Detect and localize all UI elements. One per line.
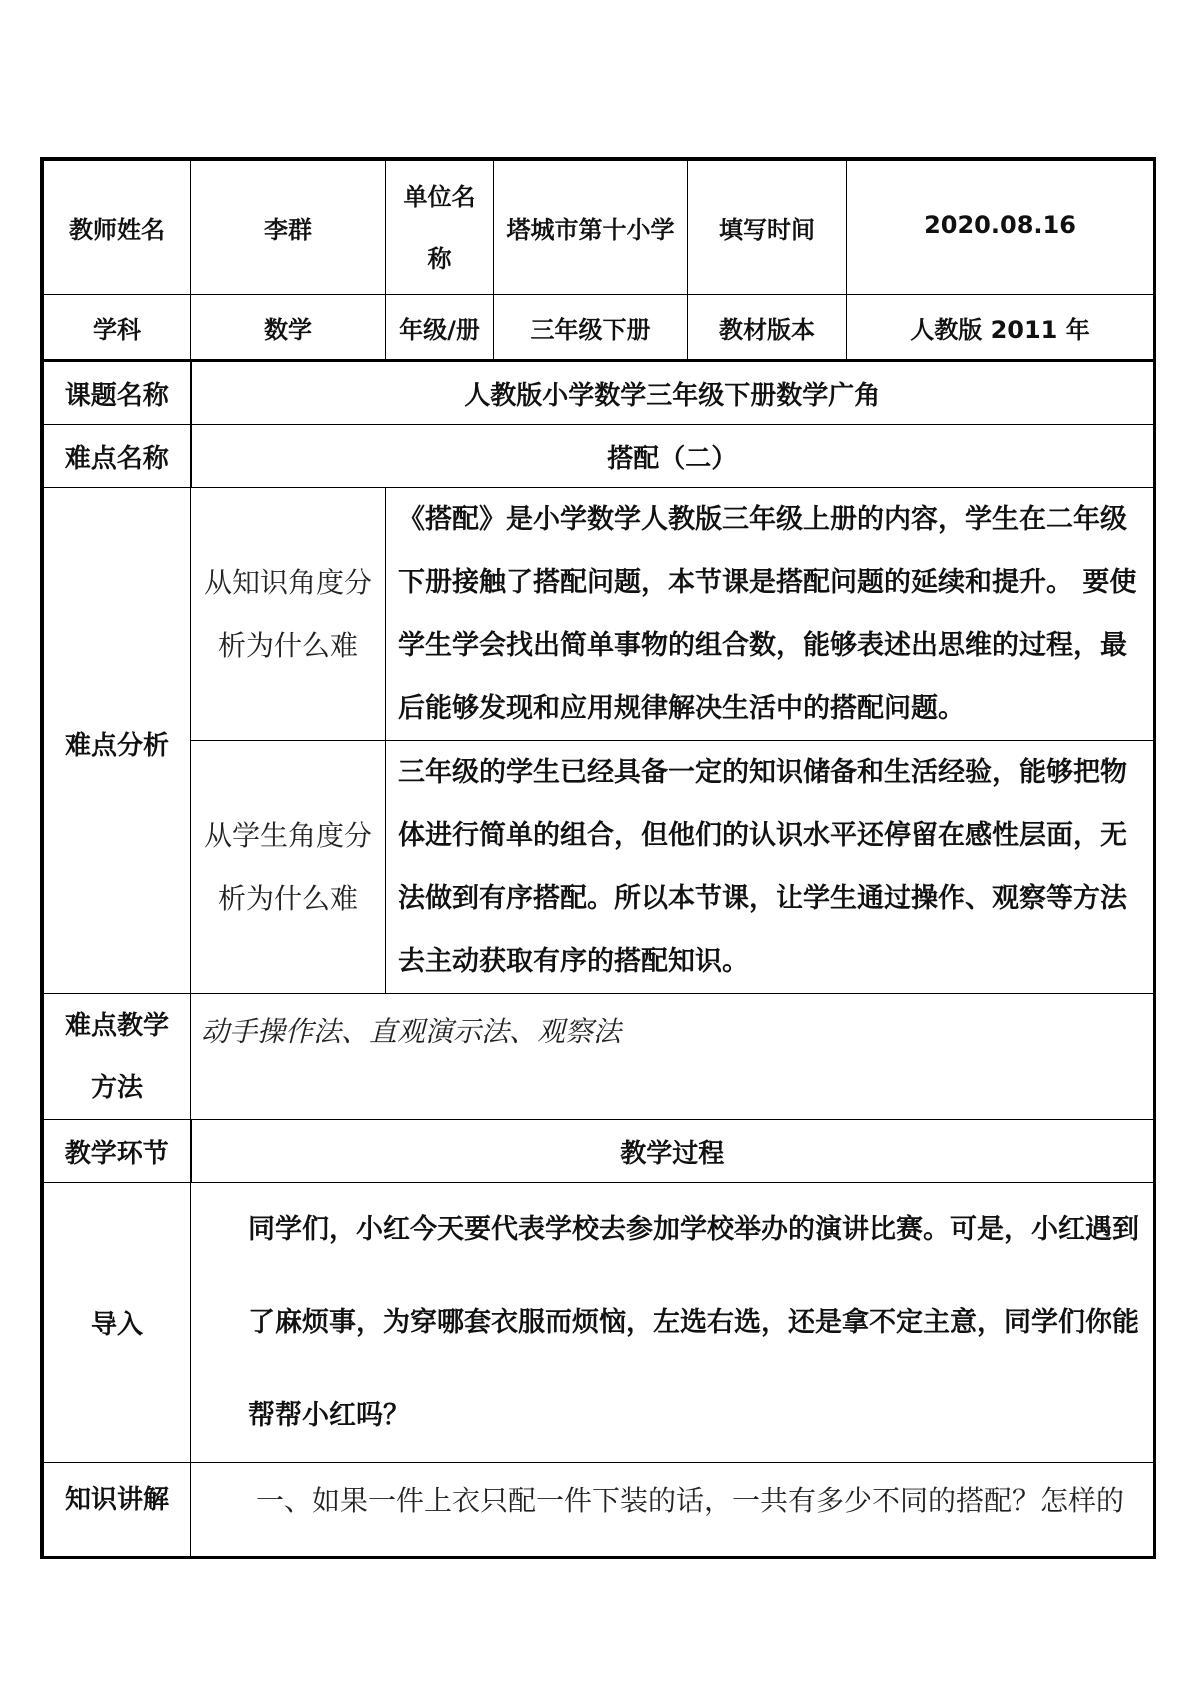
- intro-text: 同学们，小红今天要代表学校去参加学校举办的演讲比赛。可是，小红遇到了麻烦事，为穿哪套衣服而烦恼，左选右选，还是拿不定主意，同学们你能帮帮小红吗？: [191, 1183, 1154, 1463]
- knowledge-angle-label-line1: 从知识角度分: [203, 566, 372, 599]
- methods-row: [44, 994, 1154, 1120]
- analysis-knowledge-row: [44, 488, 1154, 741]
- lesson-plan-table: [40, 157, 1156, 1559]
- methods-label: [44, 994, 191, 1120]
- lesson-plan-grid: [43, 160, 1154, 1556]
- methods-value: 动手操作法、直观演示法、观察法: [191, 994, 1154, 1120]
- textbook-value: 人教版 2011 年: [847, 295, 1154, 361]
- methods-label-line1: 难点教学: [64, 1010, 169, 1041]
- grade-label: 年级/册: [386, 295, 494, 361]
- intro-label: 导入: [44, 1183, 191, 1463]
- analysis-student-row: [44, 741, 1154, 994]
- analysis-label: 难点分析: [44, 488, 191, 994]
- knowledge-row: [44, 1463, 1154, 1557]
- teacher-name-label: 教师姓名: [44, 161, 191, 295]
- knowledge-angle-label-line2: 析为什么难: [217, 629, 358, 662]
- knowledge-angle-text: 《搭配》是小学数学人教版三年级上册的内容，学生在二年级下册接触了搭配问题，本节课是搭配问题的延续和提升。 要使学生学会找出简单事物的组合数，能够表述出思维的过程，最后能够发现和应用规律解决生活中的搭配问题。: [386, 488, 1154, 741]
- topic-label: 课题名称: [44, 361, 191, 425]
- intro-row: [44, 1183, 1154, 1463]
- process-row: [44, 1120, 1154, 1183]
- knowledge-text: 一、如果一件上衣只配一件下装的话，一共有多少不同的搭配？怎样的: [191, 1463, 1154, 1557]
- header-row-1: [44, 161, 1154, 295]
- subject-value: 数学: [191, 295, 386, 361]
- unit-name-label-line2: 称: [427, 244, 452, 273]
- methods-label-line2: 方法: [90, 1072, 143, 1103]
- topic-value: 人教版小学数学三年级下册数学广角: [191, 361, 1154, 425]
- knowledge-angle-label: [191, 488, 386, 741]
- topic-row: [44, 361, 1154, 425]
- subject-label: 学科: [44, 295, 191, 361]
- student-angle-label: [191, 741, 386, 994]
- student-angle-label-line2: 析为什么难: [217, 882, 358, 915]
- grade-value: 三年级下册: [494, 295, 688, 361]
- process-label: 教学环节: [44, 1120, 191, 1183]
- knowledge-label: 知识讲解: [44, 1463, 191, 1557]
- unit-name-value: 塔城市第十小学: [494, 161, 688, 295]
- process-value: 教学过程: [191, 1120, 1154, 1183]
- difficulty-label: 难点名称: [44, 425, 191, 488]
- student-angle-label-line1: 从学生角度分: [203, 819, 372, 852]
- fill-time-label: 填写时间: [688, 161, 847, 295]
- unit-name-label-line1: 单位名: [403, 182, 476, 211]
- difficulty-row: [44, 425, 1154, 488]
- student-angle-text: 三年级的学生已经具备一定的知识储备和生活经验，能够把物体进行简单的组合，但他们的认识水平还停留在感性层面，无法做到有序搭配。所以本节课，让学生通过操作、观察等方法去主动获取有序的搭配知识。: [386, 741, 1154, 994]
- textbook-label: 教材版本: [688, 295, 847, 361]
- difficulty-value: 搭配（二）: [191, 425, 1154, 488]
- unit-name-label: [386, 161, 494, 295]
- teacher-name-value: 李群: [191, 161, 386, 295]
- fill-time-value: 2020.08.16: [847, 161, 1154, 295]
- header-row-2: [44, 295, 1154, 361]
